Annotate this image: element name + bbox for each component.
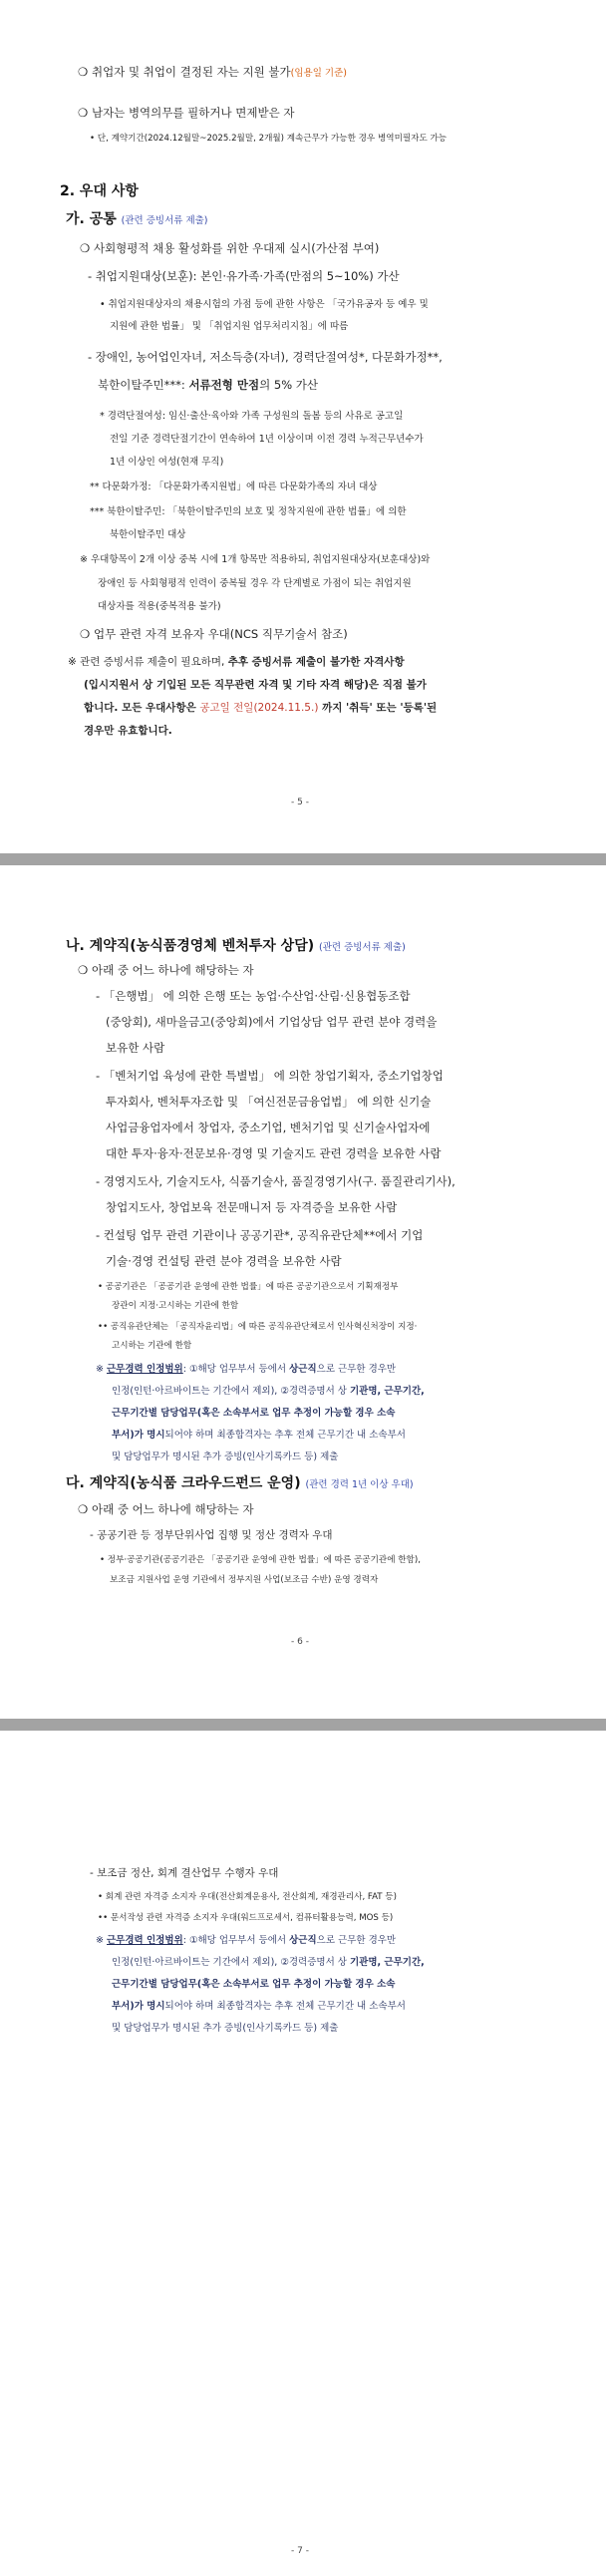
text-line: - 「벤처기업 육성에 관한 특별법」 에 의한 창업기획자, 중소기업창업 [96,1069,444,1083]
subsection-heading: 가. 공통 (관련 증빙서류 제출) [66,211,208,227]
text-line: ※ 근무경력 인정범위: ①해당 업무부서 등에서 상근직으로 근무한 경우만 [96,1935,397,1946]
text-line: ※ 우대항목이 2개 이상 중복 시에 1개 항목만 적용하되, 취업지원대상자(보훈대상)와 [80,554,431,565]
text-line: ❍ 업무 관련 자격 보유자 우대(NCS 직무기술서 참조) [80,627,348,641]
page-number: - 7 - [291,2546,309,2556]
text-line: 합니다. 모든 우대사항은 공고일 전일(2024.11.5.) 까지 '취득' 또는 '등록'된 [84,702,438,714]
text-line: 1년 이상인 여성(현재 무직) [110,457,224,468]
text-line: 기술·경영 컨설팅 관련 분야 경력을 보유한 사람 [106,1254,342,1268]
text-line: 부서)가 명시되어야 하며 최종합격자는 추후 전체 근무기간 내 소속부서 [112,2001,406,2012]
text-line: 지원에 관한 법률」 및 「취업지원 업무처리지침」에 따름 [110,321,349,332]
text-line: 북한이탈주민***: 서류전형 만점의 5% 가산 [98,378,318,392]
text-line: 보유한 사람 [106,1041,165,1055]
text-line: •• 공직유관단체는 「공직자윤리법」에 따른 공직유관단체로서 인사혁신처장이 지정· [98,1322,418,1332]
text-line: * 경력단절여성: 임신·출산·육아와 가족 구성원의 돌봄 등의 사유로 공고일 [100,411,404,422]
text-line: 전일 기준 경력단절기간이 연속하여 1년 이상이며 이전 경력 누적근무년수가 [110,434,424,445]
text-line: ❍ 남자는 병역의무를 필하거나 면제받은 자 [78,106,295,120]
text-line: - 「은행법」 에 의한 은행 또는 농업·수산업·산림·신용협동조합 [96,989,411,1003]
text-line: 인정(인턴·아르바이트는 기간에서 제외), ②경력증명서 상 기관명, 근무기간, [112,1957,425,1968]
text-line: (입시지원서 상 기입된 모든 직무관련 자격 및 기타 자격 해당)은 직점 불가 [84,679,427,691]
text-line: •• 문서작성 관련 자격증 소지자 우대(워드프로세서, 컴퓨터활용능력, MOS 등) [98,1913,394,1923]
text-line: 부서)가 명시되어야 하며 최종합격자는 추후 전체 근무기간 내 소속부서 [112,1430,406,1441]
text-line: 근무기간별 담당업무(혹은 소속부서로 업무 추정이 가능할 경우 소속 [112,1408,396,1419]
text-line: • 취업지원대상자의 채용시험의 가점 등에 관한 사항은 「국가유공자 등 예우 및 [100,299,429,310]
text-line: - 취업지원대상(보훈): 본인·유가족·가족(만점의 5~10%) 가산 [88,269,400,283]
page-number: - 6 - [291,1637,309,1647]
page-number: - 5 - [291,798,309,807]
text-line: 근무기간별 담당업무(혹은 소속부서로 업무 추정이 가능할 경우 소속 [112,1979,396,1990]
text-line: (중앙회), 새마을금고(중앙회)에서 기업상담 업무 관련 분야 경력을 [106,1015,438,1029]
page-gap [0,853,606,865]
page-gap [0,1719,606,1731]
text-line: ❍ 취업자 및 취업이 결정된 자는 지원 불가(임용일 기준) [78,65,347,79]
text-line: 장애인 등 사회형평적 인력이 중복될 경우 각 단계별로 가점이 되는 취업지원 [98,578,412,589]
subsection-heading: 나. 계약직(농식품경영체 벤처투자 상담) (관련 증빙서류 제출) [66,938,406,954]
subsection-heading: 다. 계약직(농식품 크라우드펀드 운영) (관련 경력 1년 이상 우대) [66,1475,414,1491]
text-line: *** 북한이탈주민: 「북한이탈주민의 보호 및 정착지원에 관한 법률」에 의한 [90,506,407,517]
text-line: 사업금융업자에서 창업자, 중소기업, 벤처기업 및 신기술사업자에 [106,1121,431,1134]
text-line: ※ 관련 증빙서류 제출이 필요하며, 추후 증빙서류 제출이 불가한 자격사항 [68,656,405,668]
text-line: • 회계 관련 자격증 소지자 우대(전산회계운용사, 전산회계, 재경관리사, FAT 등) [98,1892,397,1902]
text-line: 및 담당업무가 명시된 추가 증빙(인사기록카드 등) 제출 [112,1451,339,1462]
text-line: • 공공기관은 「공공기관 운영에 관한 법률」에 따른 공공기관으로서 기획재정부 [98,1282,399,1292]
text-line: ❍ 아래 중 어느 하나에 해당하는 자 [78,1502,254,1516]
text-line: ※ 근무경력 인정범위: ①해당 업무부서 등에서 상근직으로 근무한 경우만 [96,1364,397,1375]
page-5 [0,0,606,853]
text-line: - 보조금 정산, 회계 결산업무 수행자 우대 [90,1867,279,1879]
text-line: - 장애인, 농어업인자녀, 저소득층(자녀), 경력단절여성*, 다문화가정**, [88,350,443,364]
text-line: ❍ 아래 중 어느 하나에 해당하는 자 [78,963,254,977]
text-line: - 공공기관 등 정부단위사업 집행 및 정산 경력자 우대 [90,1529,333,1541]
text-line: 인정(인턴·아르바이트는 기간에서 제외), ②경력증명서 상 기관명, 근무기간, [112,1386,425,1397]
text-line: ** 다문화가정: 「다문화가족지원법」에 따른 다문화가족의 자녀 대상 [90,482,378,492]
text-line: • 정부·공공기관(공공기관은 「공공기관 운영에 관한 법률」에 따른 공공기관에 한함), [100,1555,421,1565]
text-line: 및 담당업무가 명시된 추가 증빙(인사기록카드 등) 제출 [112,2023,339,2034]
text-line: 고시하는 기관에 한함 [112,1341,192,1351]
text-line: - 경영지도사, 기술지도사, 식품기술사, 품질경영기사(구. 품질관리기사), [96,1174,455,1188]
text-line: ❍ 사회형평적 채용 활성화를 위한 우대제 실시(가산점 부여) [80,241,380,255]
page-6 [0,865,606,1719]
text-line: 투자회사, 벤처투자조합 및 「여신전문금융업법」 에 의한 신기술 [106,1095,432,1109]
page-7 [0,1731,606,2576]
text-line: 대상자를 적용(중복적용 불가) [98,601,221,612]
text-line: - 컨설팅 업무 관련 기관이나 공공기관*, 공직유관단체**에서 기업 [96,1228,424,1242]
text-line: 창업지도사, 창업보육 전문매니저 등 자격증을 보유한 사람 [106,1200,398,1214]
section-heading: 2. 우대 사항 [60,183,139,199]
text-line: 대한 투자·융자·전문보유·경영 및 기술지도 관련 경력을 보유한 사람 [106,1146,442,1160]
text-line: 북한이탈주민 대상 [110,529,186,540]
text-line: • 단, 계약기간(2024.12월말~2025.2월말, 2개월) 계속근무가 가능한 경우 병역미필자도 가능 [90,134,448,144]
text-line: 장관이 지정·고시하는 기관에 한함 [112,1301,239,1311]
text-line: 보조금 지원사업 운영 기관에서 정부지원 사업(보조금 수반) 운영 경력자 [110,1575,379,1585]
text-line: 경우만 유효합니다. [84,725,172,737]
